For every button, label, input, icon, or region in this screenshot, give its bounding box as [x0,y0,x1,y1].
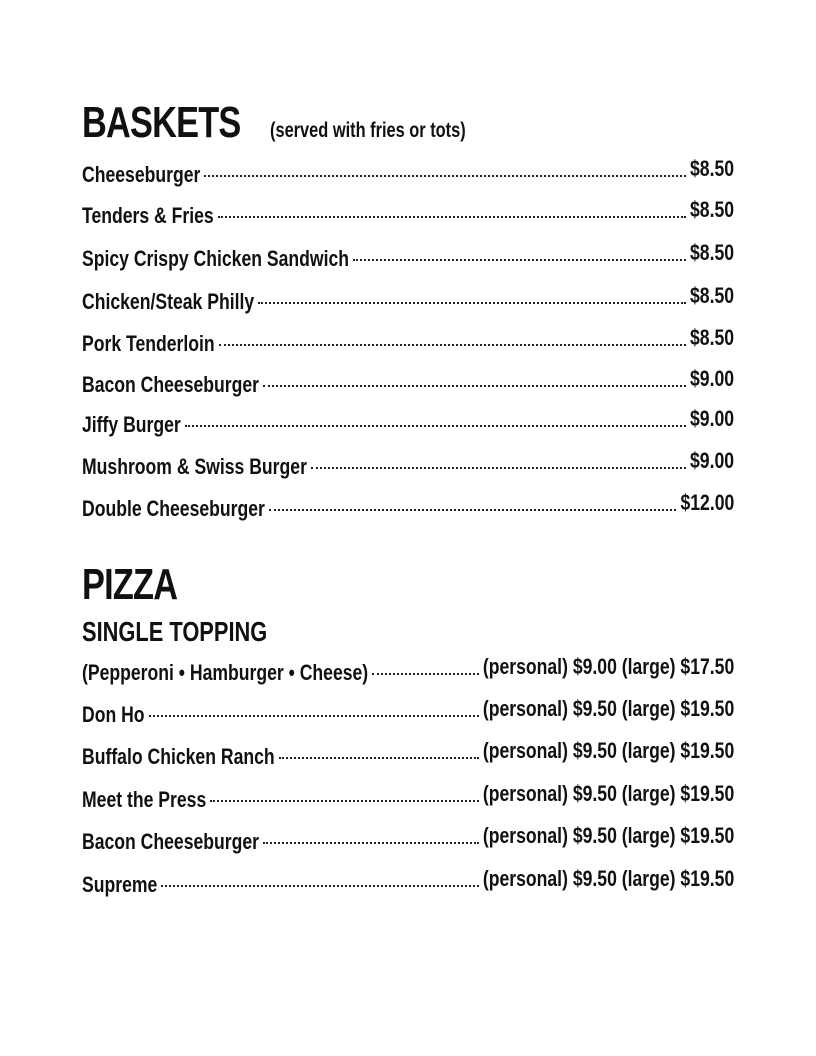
item-name: Don Ho [82,702,145,727]
item-name: Double Cheeseburger [82,496,265,521]
dot-leader [353,259,686,261]
menu-row [82,283,734,314]
menu-row [82,366,734,397]
menu-row [82,406,734,437]
menu-row [82,823,734,854]
item-price: $9.00 [689,448,734,473]
menu-row [82,490,734,521]
dot-leader [258,302,686,304]
item-name: Jiffy Burger [82,412,181,437]
pizza-subtitle: SINGLE TOPPING [82,616,268,647]
menu-row [82,654,734,685]
item-price: (personal) $9.50 (large) $19.50 [482,696,734,721]
item-name: Cheeseburger [82,162,201,187]
item-name: Meet the Press [82,787,207,812]
pizza-heading [82,560,204,610]
menu-row [82,781,734,812]
menu-row [82,197,734,228]
dot-leader [149,715,479,717]
dot-leader [269,509,676,511]
item-price: $9.00 [689,406,734,431]
menu-row [82,240,734,271]
item-name: Chicken/Steak Philly [82,289,255,314]
item-price: $8.50 [689,240,734,265]
item-name: Spicy Crispy Chicken Sandwich [82,246,350,271]
item-price: (personal) $9.00 (large) $17.50 [482,654,734,679]
menu-row [82,448,734,479]
dot-leader [263,842,479,844]
dot-leader [219,344,686,346]
item-price: (personal) $9.50 (large) $19.50 [482,781,734,806]
item-price: $8.50 [689,283,734,308]
dot-leader [218,216,686,218]
item-name: Bacon Cheeseburger [82,372,260,397]
item-name: Pork Tenderloin [82,331,215,356]
item-price: (personal) $9.50 (large) $19.50 [482,738,734,763]
item-price: (personal) $9.50 (large) $19.50 [482,866,734,891]
dot-leader [372,673,478,675]
item-name: Buffalo Chicken Ranch [82,744,275,769]
menu-row [82,696,734,727]
item-price: $8.50 [689,197,734,222]
menu-row [82,325,734,356]
dot-leader [161,885,478,887]
item-name: (Pepperoni • Hamburger • Cheese) [82,660,369,685]
pizza-title: PIZZA [82,560,178,609]
menu-row [82,866,734,897]
dot-leader [311,467,686,469]
item-name: Supreme [82,872,158,897]
dot-leader [185,425,686,427]
baskets-title: BASKETS [82,98,241,147]
item-price: $8.50 [689,156,734,181]
item-price: $9.00 [689,366,734,391]
baskets-heading [82,98,521,148]
dot-leader [263,385,686,387]
menu-row [82,738,734,769]
item-name: Bacon Cheeseburger [82,829,260,854]
dot-leader [279,757,479,759]
dot-leader [204,175,686,177]
dot-leader [210,800,478,802]
item-name: Mushroom & Swiss Burger [82,454,307,479]
item-name: Tenders & Fries [82,203,214,228]
item-price: $8.50 [689,325,734,350]
baskets-note: (served with fries or tots) [269,119,466,142]
item-price: $12.00 [680,490,734,515]
menu-row [82,156,734,187]
item-price: (personal) $9.50 (large) $19.50 [482,823,734,848]
